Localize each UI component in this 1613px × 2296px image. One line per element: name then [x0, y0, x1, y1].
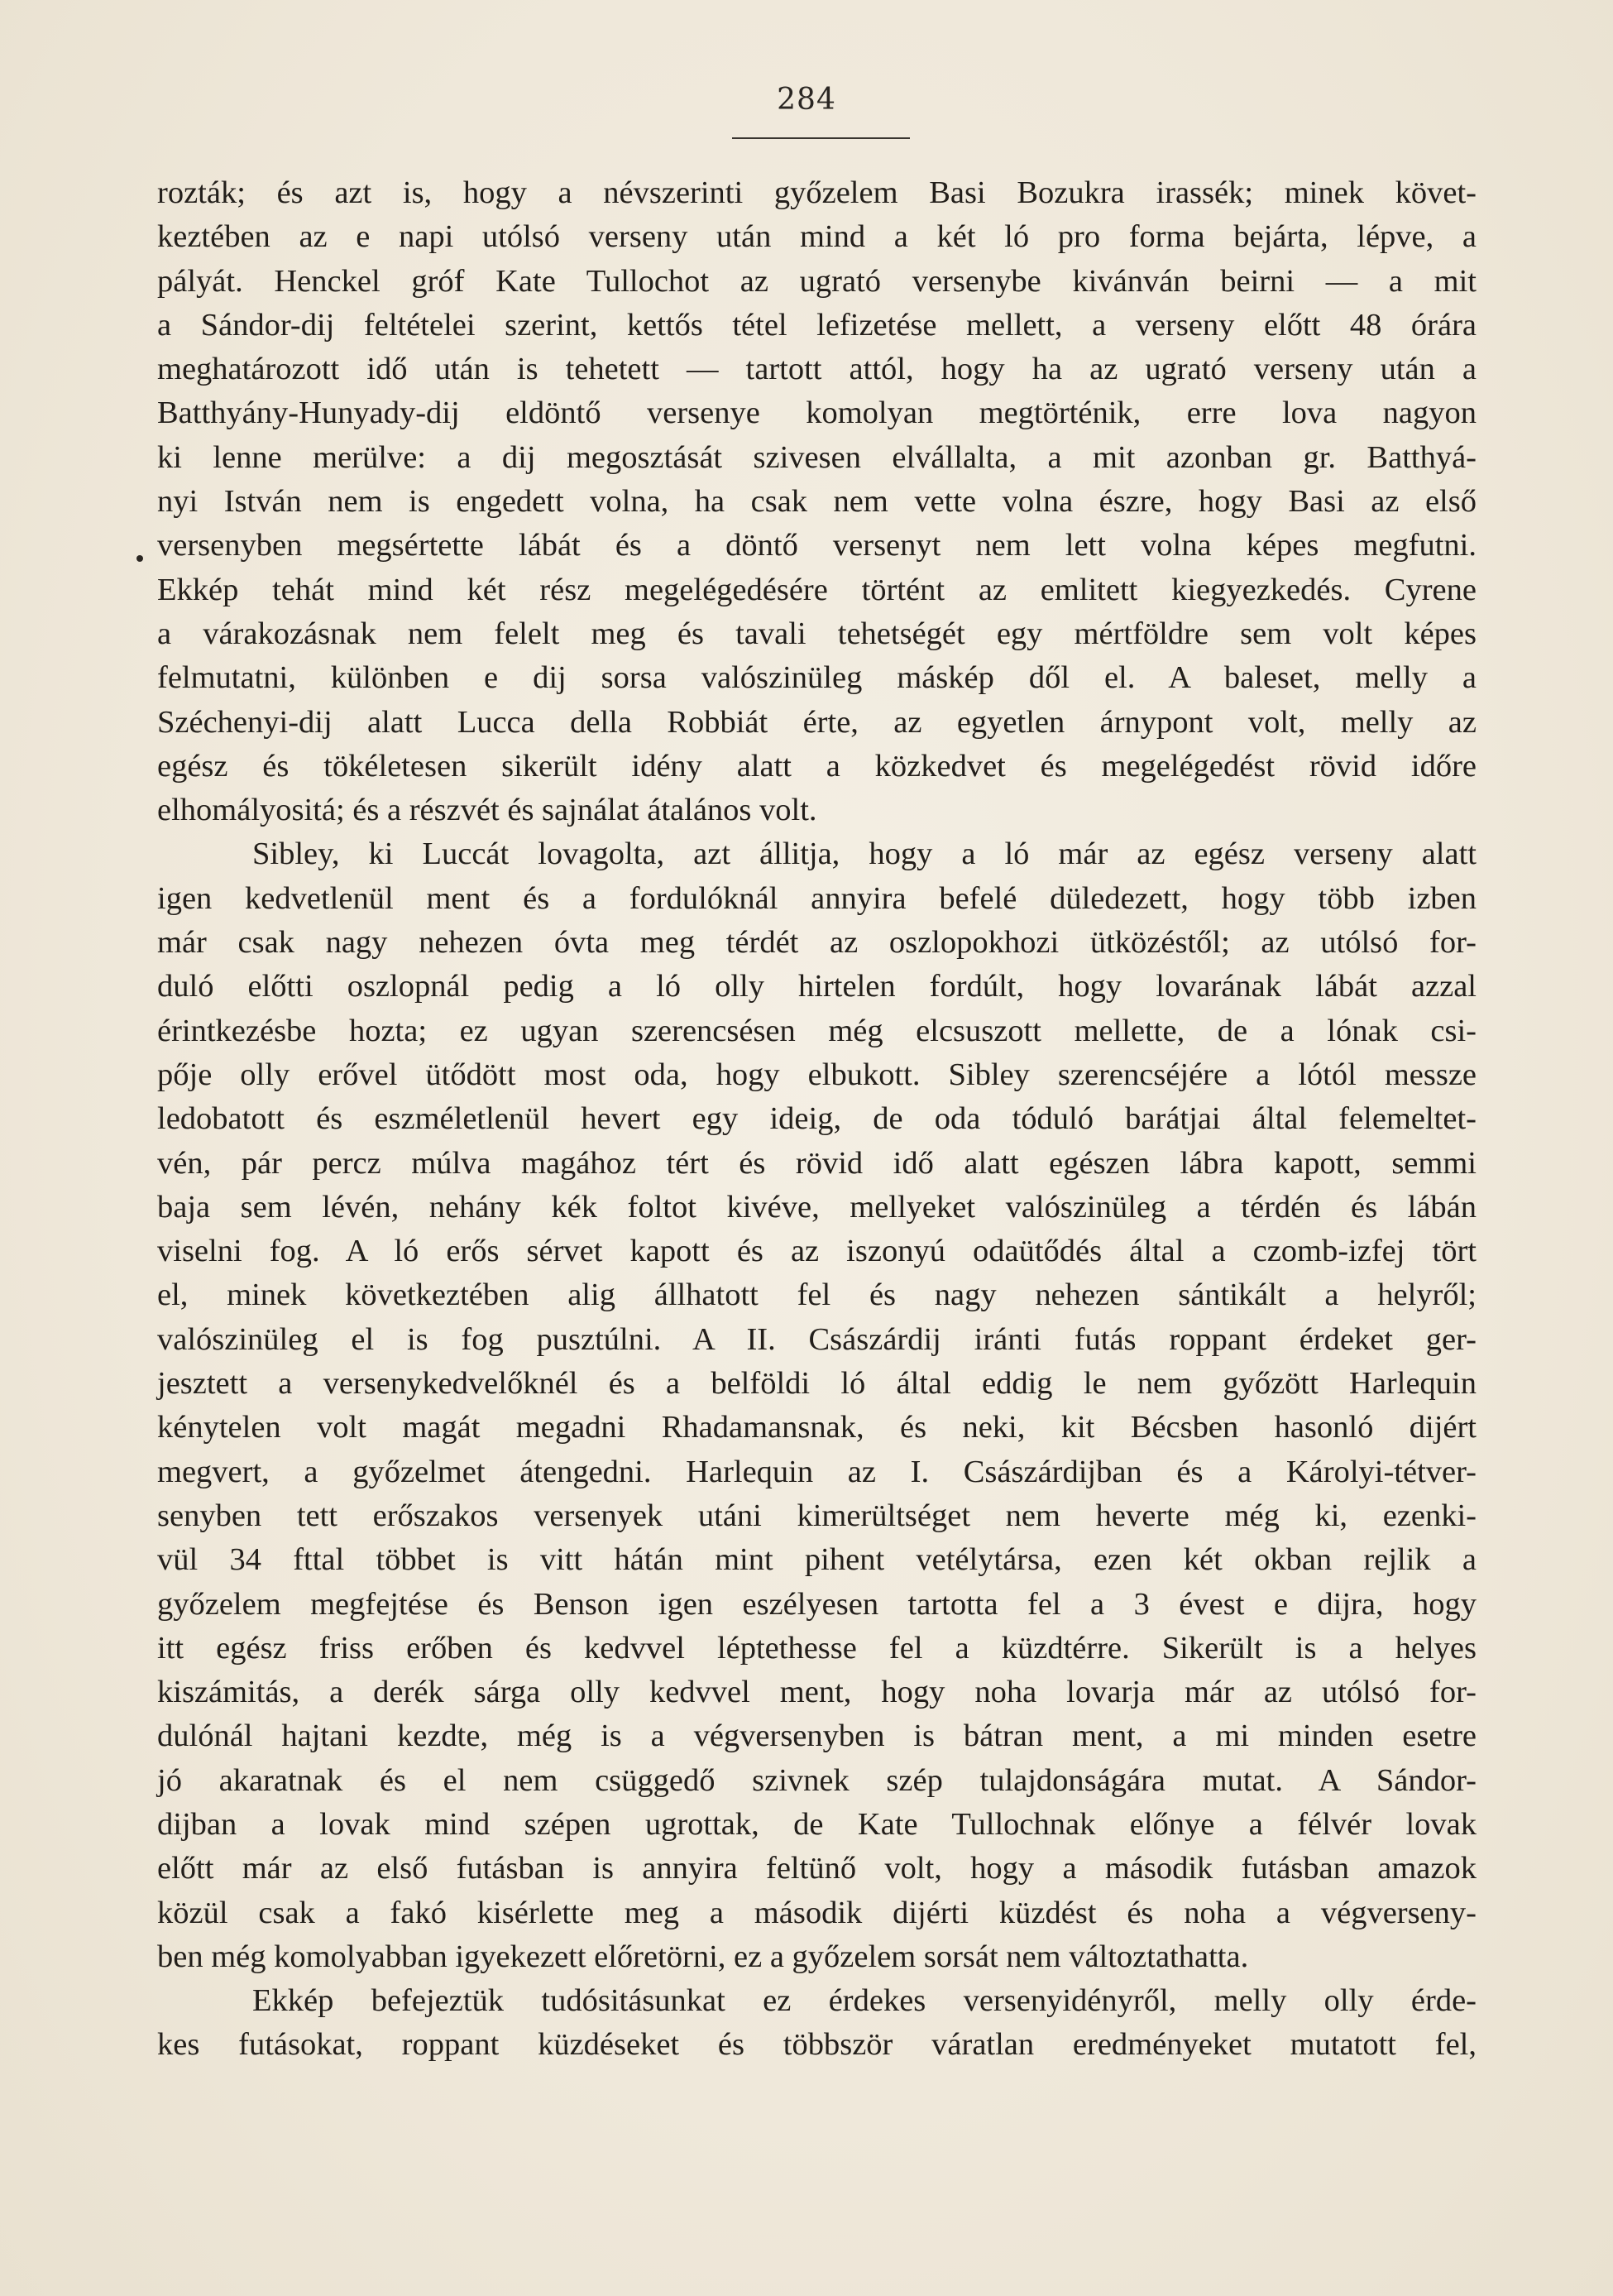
- body-text: [157, 171, 1477, 2068]
- text-line: senyben tett erőszakos versenyek utáni kimerültséget nem heverte még ki, ezenki-: [157, 1498, 1477, 1533]
- text-line: kénytelen volt magát megadni Rhadamansnak, és neki, kit Bécsben hasonló dijért: [157, 1410, 1477, 1445]
- text-line: baja sem lévén, nehány kék foltot kivéve, mellyeket valószinüleg a térdén és lábán: [157, 1189, 1477, 1225]
- text-line: vén, pár percz múlva magához tért és rövid idő alatt egészen lábra kapott, semmi: [157, 1145, 1477, 1181]
- text-line: a Sándor-dij feltételei szerint, kettős tétel lefizetése mellett, a verseny előtt 48 órára: [157, 307, 1477, 343]
- text-line: keztében az e napi utólsó verseny után mind a két ló pro forma bejárta, lépve, a: [157, 219, 1477, 255]
- text-line: valószinüleg el is fog pusztúlni. A II. Császárdij iránti futás roppant érdeket ger-: [157, 1321, 1477, 1357]
- text-line: duló előtti oszlopnál pedig a ló olly hirtelen fordúlt, hogy lovarának lábát azzal: [157, 969, 1477, 1004]
- text-line: közül csak a fakó kisérlette meg a második dijérti küzdést és noha a végverseny-: [157, 1895, 1477, 1930]
- text-line: versenyben megsértette lábát és a döntő versenyt nem lett volna képes megfutni.: [157, 528, 1477, 563]
- text-line: Sibley, ki Luccát lovagolta, azt állitja, hogy a ló már az egész verseny alatt: [252, 836, 1477, 872]
- text-line: jó akaratnak és el nem csüggedő szivnek szép tulajdonságára mutat. A Sándor-: [157, 1762, 1477, 1798]
- text-line: vül 34 fttal többet is vitt hátán mint pihent vetélytársa, ezen két okban rejlik a: [157, 1542, 1477, 1578]
- text-line: érintkezésbe hozta; ez ugyan szerencsésen még elcsuszott mellette, de a lónak csi-: [157, 1013, 1477, 1048]
- text-line: dijban a lovak mind szépen ugrottak, de Kate Tullochnak előnye a félvér lovak: [157, 1806, 1477, 1842]
- paragraph: [157, 1979, 1477, 2068]
- page-number: 284: [777, 83, 836, 117]
- text-line: pályát. Henckel gróf Kate Tullochot az ugrató versenybe kivánván beirni — a mit: [157, 263, 1477, 299]
- text-line: jesztett a versenykedvelőknél és a belföldi ló által eddig le nem győzött Harlequin: [157, 1366, 1477, 1402]
- text-line: egész és tökéletesen sikerült idény alatt a közkedvet és megelégedést rövid időre: [157, 748, 1477, 784]
- text-line: viselni fog. A ló erős sérvet kapott és az iszonyú odaütődés által a czomb-izfej tört: [157, 1234, 1477, 1269]
- text-line: előtt már az első futásban is annyira feltünő volt, hogy a második futásban amazok: [157, 1851, 1477, 1886]
- margin-mark: [136, 555, 143, 562]
- text-line: meghatározott idő után is tehetett — tartott attól, hogy ha az ugrató verseny után a: [157, 352, 1477, 387]
- text-line: Széchenyi-dij alatt Lucca della Robbiát érte, az egyetlen árnypont volt, melly az: [157, 704, 1477, 740]
- text-line: ledobatott és eszméletlenül hevert egy ideig, de oda tóduló barátjai által felemeltet-: [157, 1101, 1477, 1137]
- text-line: elhomályositá; és a részvét és sajnálat átalános volt.: [157, 793, 817, 828]
- text-line: dulónál hajtani kezdte, még is a végversenyben is bátran ment, a mi minden esetre: [157, 1718, 1477, 1754]
- text-line: felmutatni, különben e dij sorsa valószinüleg máskép dől el. A baleset, melly a: [157, 660, 1477, 696]
- text-line: el, minek következtében alig állhatott fel és nagy nehezen sántikált a helyről;: [157, 1277, 1477, 1313]
- text-line: Ekkép befejeztük tudósitásunkat ez érdekes versenyidényről, melly olly érde-: [252, 1983, 1477, 2019]
- text-line: igen kedvetlenül ment és a fordulóknál annyira befelé düledezett, hogy több izben: [157, 880, 1477, 916]
- text-line: nyi István nem is engedett volna, ha csak nem vette volna észre, hogy Basi az első: [157, 484, 1477, 520]
- text-line: megvert, a győzelmet átengedni. Harlequin az I. Császárdijban és a Károlyi-tétver-: [157, 1454, 1477, 1489]
- page-number-rule: [732, 137, 910, 139]
- text-line: kiszámitás, a derék sárga olly kedvvel ment, hogy noha lovarja már az utólsó for-: [157, 1675, 1477, 1710]
- paragraph: [157, 171, 1477, 832]
- text-line: Batthyány-Hunyady-dij eldöntő versenye komolyan megtörténik, erre lova nagyon: [157, 395, 1477, 431]
- text-line: pője olly erővel ütődött most oda, hogy elbukott. Sibley szerencséjére a lótól messze: [157, 1057, 1477, 1092]
- text-line: itt egész friss erőben és kedvvel léptethesse fel a küzdtérre. Sikerült is a helyes: [157, 1630, 1477, 1666]
- text-line: Ekkép tehát mind két rész megelégedésére történt az emlitett kiegyezkedés. Cyrene: [157, 572, 1477, 607]
- paragraph: [157, 832, 1477, 1979]
- text-line: már csak nagy nehezen óvta meg térdét az oszlopokhozi ütközéstől; az utólsó for-: [157, 925, 1477, 961]
- text-line: győzelem megfejtése és Benson igen eszélyesen tartotta fel a 3 évest e dijra, hogy: [157, 1586, 1477, 1622]
- text-line: rozták; és azt is, hogy a névszerinti győzelem Basi Bozukra irassék; minek követ-: [157, 175, 1477, 210]
- text-line: ki lenne merülve: a dij megosztását szivesen elvállalta, a mit azonban gr. Batthyá-: [157, 439, 1477, 475]
- text-line: a várakozásnak nem felelt meg és tavali tehetségét egy mértföldre sem volt képes: [157, 616, 1477, 651]
- text-line: ben még komolyabban igyekezett előretörni, ez a győzelem sorsát nem változtathatta.: [157, 1939, 1249, 1974]
- text-line: kes futásokat, roppant küzdéseket és többször váratlan eredményeket mutatott fel,: [157, 2027, 1477, 2063]
